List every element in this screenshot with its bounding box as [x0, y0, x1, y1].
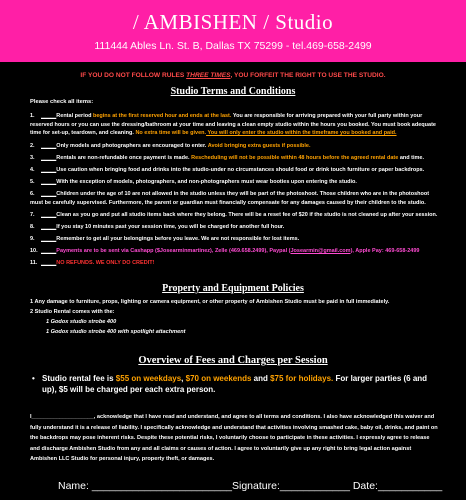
fee-extra: For larger parties (6 and up), $5 will be charged per each extra person.	[42, 374, 428, 394]
property-item: 1 Any damage to furniture, props, lighting or camera equipment, or other property of Ambishen Studio must be paid in full immediately.	[30, 299, 390, 305]
term-highlight: begins at the first reserved hour and ends at the last.	[92, 113, 232, 119]
payment-email-link[interactable]: Josearmin@gmail.com	[290, 247, 351, 254]
term-check-blank[interactable]: _____	[41, 223, 57, 230]
studio-address: 111444 Ables Ln. St. B, Dallas TX 75299 - tel.469-658-2499	[94, 40, 372, 52]
term-check-blank[interactable]: _____	[41, 190, 57, 197]
term-number: 7.	[30, 211, 35, 218]
check-all-label: Please check all items:	[30, 99, 94, 105]
term-check-blank[interactable]: _____	[41, 154, 57, 161]
term-number: 8.	[30, 223, 35, 230]
acknowledgement	[30, 412, 438, 465]
fee-line	[32, 373, 442, 395]
term-item-4	[30, 166, 440, 175]
ack-name-blank[interactable]: I____________________	[30, 414, 94, 420]
term-text: If you stay 10 minutes past your session time, you will be charged for another full hour.	[56, 223, 285, 230]
property-title: Property and Equipment Policies	[162, 283, 304, 294]
fees-title: Overview of Fees and Charges per Session	[138, 355, 328, 366]
term-underlined-note: You will only enter the studio within the timeframe you booked and paid.	[206, 130, 397, 137]
term-item-5	[30, 178, 440, 187]
term-item-8	[30, 223, 440, 232]
term-number: 11.	[30, 260, 38, 267]
equipment-item: 1 Godox studio strobe 400	[46, 319, 117, 325]
term-payment-end: ), Apple Pay: 469-658-2499	[350, 247, 420, 254]
property-list	[30, 297, 440, 337]
term-text: Clean as you go and put all studio items back where they belong. There will be a reset fee of $20 if the studio is not cleaned up after your session.	[56, 211, 438, 218]
term-check-blank[interactable]: _____	[41, 142, 57, 149]
term-highlight: Avoid bringing extra guests if possible.	[207, 142, 311, 149]
term-no-refunds: NO REFUNDS. WE ONLY DO CREDIT!	[56, 260, 155, 267]
term-number: 9.	[30, 235, 35, 242]
term-item-1	[30, 112, 440, 138]
term-text: Use caution when bringing food and drinks into the studio-under no circumstances should food or drink touch furniture or paper backdrops.	[56, 166, 425, 173]
term-text: Rental period	[56, 113, 93, 119]
term-highlight: Rescheduling will not be possible within 48 hours before the agreed rental date	[191, 154, 399, 161]
fee-text: and	[251, 374, 271, 383]
term-highlight: No extra time will be given.	[135, 130, 207, 137]
term-item-2	[30, 142, 440, 151]
term-check-blank[interactable]: _____	[41, 178, 57, 185]
term-check-blank[interactable]: _____	[41, 235, 57, 242]
header-banner	[0, 0, 466, 62]
term-check-blank[interactable]: _____	[41, 166, 57, 173]
property-item: 2 Studio Rental comes with the:	[30, 309, 115, 315]
fee-weekday: $55 on weekdays	[115, 374, 182, 383]
terms-list	[30, 112, 440, 271]
term-item-10	[30, 247, 440, 256]
term-text: Remember to get all your belongings before you leave. We are not responsible for lost items.	[56, 235, 300, 242]
term-item-7	[30, 211, 440, 220]
fee-text: ,	[181, 374, 186, 383]
terms-title: Studio Terms and Conditions	[170, 86, 296, 97]
term-text: Children under the age of 10 are not allowed in the studio unless they will be part of the photoshoot. Those children who are in the photoshoot must be carefully supervised. Furthermore, the parent or guardian must financially compensate for any damages caused by their children to the studio.	[30, 190, 430, 206]
signature-line[interactable]: Name: ________________________Signature:____________ Date:___________	[58, 480, 443, 492]
term-number: 10.	[30, 247, 38, 254]
studio-logo: / AMBISHEN / Studio	[132, 10, 334, 34]
term-text: You are responsible for arriving prepared with your full party within your reserved hours or you can use the dressing/bathroom at your time and leaving a clean empty studio within the hours you booked. You must book adequate time for set-up, teardown, and cleaning.	[30, 113, 436, 137]
term-number: 5.	[30, 178, 35, 185]
ack-text: , acknowledge that I have read and understand, and agree to all terms and conditions. I also have acknowledged this waiver and fully understand it is a release of liability. I specifically acknowledge and understand that activities involving smashed cake, baby oil, drinks, and paint on the backdrops may pose inherent risks. Despite these potential risks, I voluntarily choose to participate in these activities. I expressly agree to release and discharge Ambishen Studio from any and all claims or causes of action. I agree to voluntarily give up any right to bring legal action against Ambishen LLC Studio for personal injury, property theft, or damages.	[30, 414, 438, 462]
term-item-11	[30, 259, 440, 268]
fee-holiday: $75 for holidays.	[270, 374, 334, 383]
term-text: With the exception of models, photographers, and non-photographers must wear booties upon entering the studio.	[56, 178, 357, 185]
term-item-6	[30, 190, 440, 207]
warning-emphasis: THREE TIMES	[186, 72, 231, 79]
bullet-icon: •	[32, 374, 35, 383]
term-item-3	[30, 154, 440, 163]
term-number: 1.	[30, 113, 35, 119]
term-check-blank[interactable]: _____	[41, 211, 57, 218]
warning-line	[0, 72, 466, 79]
term-payment-text: Payments are to be sent via Cashapp ($Josearminmartinez), Zelle (469.658.2499), Paypal (	[56, 247, 291, 254]
fee-text: Studio rental fee is	[42, 374, 116, 383]
equipment-item: 1 Godox studio strobe 400 with spotlight attachment	[46, 329, 186, 335]
term-number: 3.	[30, 154, 35, 161]
term-number: 2.	[30, 142, 35, 149]
term-text: and time.	[398, 154, 424, 161]
term-text: Rentals are non-refundable once payment is made.	[56, 154, 192, 161]
term-item-9	[30, 235, 440, 244]
warning-before: IF YOU DO NOT FOLLOW RULES	[80, 72, 187, 79]
term-number: 6.	[30, 190, 35, 197]
term-check-blank[interactable]: _____	[41, 113, 57, 119]
fee-weekend: $70 on weekends	[185, 374, 252, 383]
warning-after: , YOU FORFEIT THE RIGHT TO USE THE STUDIO.	[230, 72, 386, 79]
term-check-blank[interactable]: _____	[41, 247, 57, 254]
term-text: Only models and photographers are encouraged to enter.	[56, 142, 208, 149]
term-check-blank[interactable]: _____	[41, 260, 57, 267]
term-number: 4.	[30, 166, 35, 173]
